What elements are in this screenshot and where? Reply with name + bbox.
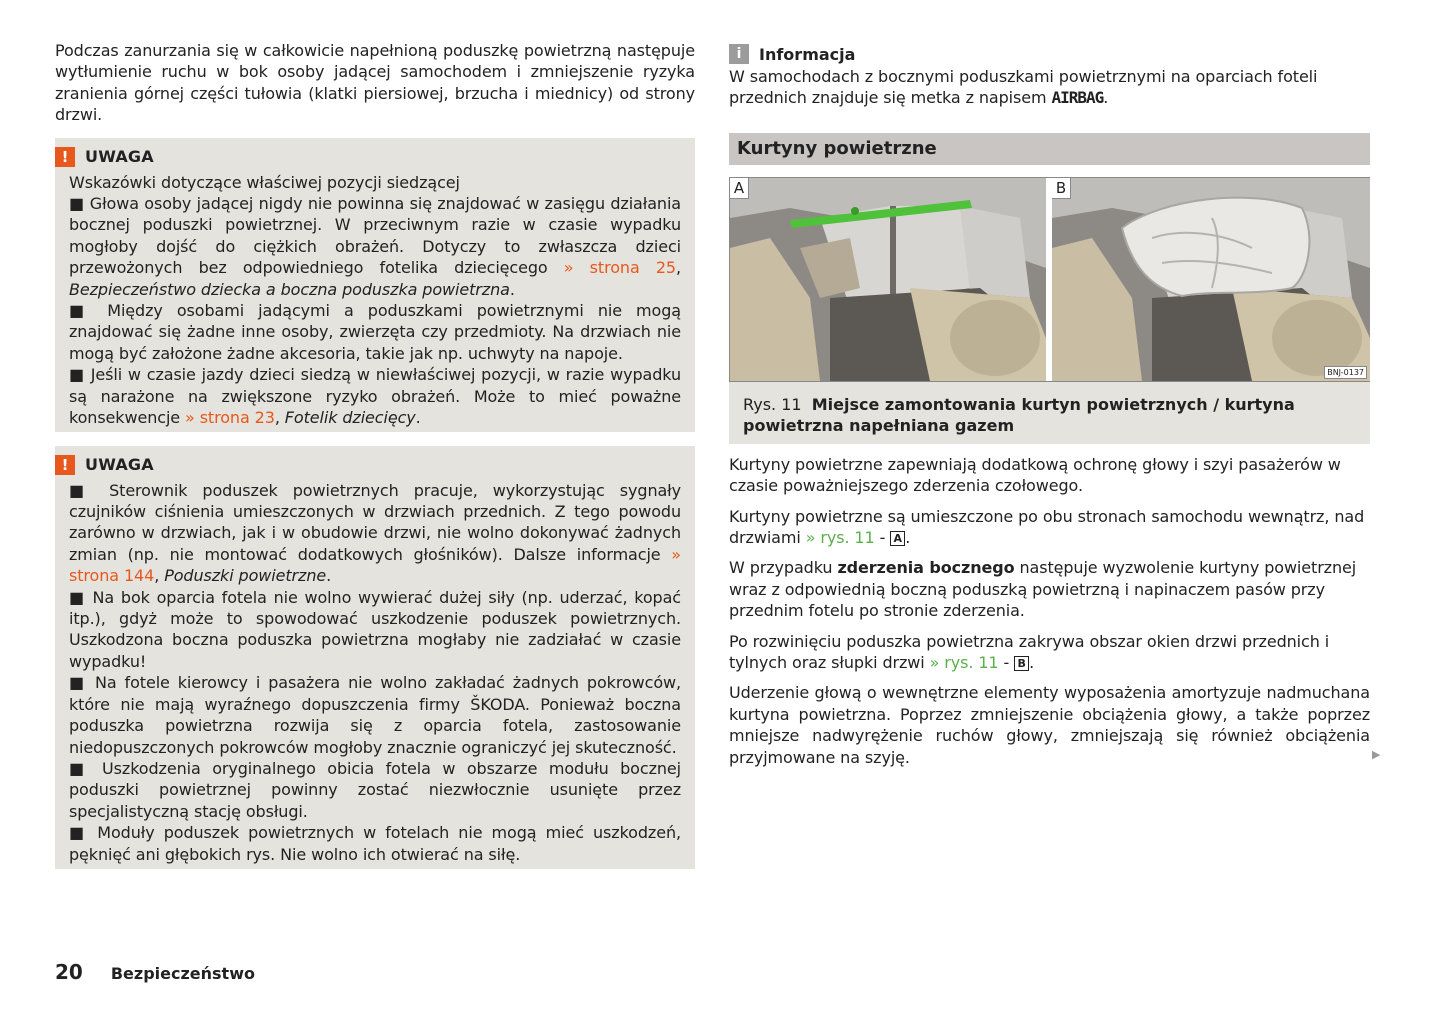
- figure-11: [729, 177, 1370, 382]
- warning-bullet: [69, 364, 681, 428]
- figure-panel-b: [1052, 178, 1370, 381]
- info-text: [729, 66, 1370, 109]
- end-punct: .: [905, 528, 911, 548]
- section-heading: Kurtyny powietrzne: [729, 133, 1370, 165]
- emphasis: zderzenia bocznego: [837, 558, 1015, 578]
- warning-icon: !: [55, 147, 75, 167]
- figure-code: BNJ-0137: [1324, 366, 1367, 379]
- bullet-text: ■ Sterownik poduszek powietrznych pracuje, wykorzystując sygnały czujników ciśnienia umieszczonych w drzwiach przednich. Z tego powodu zarówno w drzwiach, jak i w obudowie drzwi, nie wolno dokonywać żadnych zmian (np. nie montować dodatkowych głośników). Dalsze informacje: [69, 480, 681, 564]
- warning-bullet: ■ Na fotele kierowcy i pasażera nie wolno zakładać żadnych pokrowców, które nie mają wyraźnego dopuszczenia firmy ŠKODA. Ponieważ boczna poduszka powietrzna rozwija się z oparcia fotela, zastosowanie niedopuszczonych pokrowców mogłoby znacznie ograniczyć jej skuteczność.: [69, 673, 681, 757]
- warning-body: [69, 172, 681, 429]
- paragraph-4: [729, 631, 1370, 674]
- figure-panel-a: [730, 178, 1046, 381]
- paragraph-text: W przypadku: [729, 558, 838, 578]
- warning-bullet: ■ Moduły poduszek powietrznych w fotelach nie mogą mieć uszkodzeń, pęknięć ani głębokich rys. Nie wolno ich otwierać na siłę.: [69, 823, 681, 864]
- info-icon: i: [729, 44, 749, 64]
- paragraph-2: [729, 506, 1370, 549]
- paragraph-5: Uderzenie głową o wewnętrzne elementy wyposażenia amortyzuje nadmuchana kurtyna powietrzna. Poprzez zmniejszenie obciążenia głowy, a także poprzez mniejsze nadwyrężenie ruchów głowy, zmniejszają się również obciążenia przyjmowane na szyję.: [729, 683, 1370, 767]
- warning-body: [69, 480, 681, 865]
- intro-paragraph: Podczas zanurzania się w całkowicie napełnioną poduszkę powietrzną następuje wytłumienie ruchu w bok osoby jadącej samochodem i zmniejszenie ryzyka zranienia górnej części tułowia (klatki piersiowej, brzucha i miednicy) od strony drzwi.: [55, 41, 695, 125]
- warning-bullet: [69, 193, 681, 300]
- warning-box-2: [55, 446, 695, 869]
- figure-link[interactable]: » rys. 11: [929, 653, 999, 673]
- panel-label-a: A: [730, 178, 749, 199]
- figure-part-a: A: [890, 531, 905, 546]
- separator: ,: [154, 566, 165, 586]
- paragraph-text: Po rozwinięciu poduszka powietrzna zakrywa obszar okien drzwi przednich i tylnych oraz słupki drzwi: [729, 631, 1330, 673]
- footer-section-title: Bezpieczeństwo: [110, 964, 255, 983]
- figure-link[interactable]: » rys. 11: [805, 528, 875, 548]
- end-punct: .: [509, 279, 515, 299]
- right-column: [729, 42, 1370, 768]
- car-interior-illustration-b: [1052, 178, 1370, 381]
- warning-bullet: [69, 480, 681, 587]
- paragraph-3: [729, 557, 1370, 621]
- reference-title: Poduszki powietrzne: [164, 566, 327, 586]
- caption-prefix: Rys. 11: [743, 394, 802, 414]
- bullet-text: ■ Jeśli w czasie jazdy dzieci siedzą w niewłaściwej pozycji, w razie wypadku są narażone na zwiększone ryzyko obrażeń. Może to mieć poważne konsekwencje: [69, 365, 681, 428]
- warning-bullet: ■ Uszkodzenia oryginalnego obicia fotela w obszarze modułu bocznej poduszki powietrznej powinny zostać niezwłocznie usunięte przez specjalistyczną stację obsługi.: [69, 758, 681, 821]
- bullet-text: ■ Głowa osoby jadącej nigdy nie powinna się znajdować w zasięgu działania bocznej poduszki powietrznej. W przeciwnym razie w czasie wypadku mogłoby dojść do ciężkich obrażeń. Dotyczy to zwłaszcza dzieci przewożonych bez odpowiedniego fotelika dziecięcego: [69, 194, 681, 278]
- warning-box-1: [55, 138, 695, 432]
- reference-title: Fotelik dziecięcy: [284, 408, 416, 428]
- end-punct: .: [1103, 88, 1109, 108]
- paragraph-1: Kurtyny powietrzne zapewniają dodatkową ochronę głowy i szyi pasażerów w czasie poważniejszego zderzenia czołowego.: [729, 454, 1341, 496]
- end-punct: .: [1029, 653, 1035, 673]
- caption-title: Miejsce zamontowania kurtyn powietrznych / kurtyna powietrzna napełniana gazem: [743, 394, 1295, 435]
- warning-header: [55, 454, 681, 476]
- separator: ,: [676, 258, 682, 278]
- info-header: [729, 42, 1370, 66]
- airbag-label: AIRBAG: [1051, 88, 1104, 108]
- warning-lead: Wskazówki dotyczące właściwej pozycji siedzącej: [69, 172, 460, 192]
- page-link[interactable]: » strona 144: [69, 544, 681, 586]
- dash: -: [998, 653, 1015, 673]
- warning-bullet: ■ Między osobami jadącymi a poduszkami powietrznymi nie mogą znajdować się żadne inne osoby, zwierzęta czy przedmioty. Na drzwiach nie mogą być założone żadne akcesoria, takie jak np. uchwyty na napoje.: [69, 301, 681, 363]
- info-title: Informacja: [759, 44, 856, 64]
- paragraph-text: następuje wyzwolenie kurtyny powietrznej wraz z odpowiednią boczną poduszką powietrzną i napinaczem pasów przy przednim fotelu po stronie zderzenia.: [729, 558, 1357, 621]
- panel-label-b: B: [1052, 178, 1071, 199]
- warning-icon: !: [55, 455, 75, 475]
- car-interior-illustration-a: [730, 178, 1046, 381]
- paragraph-text: Kurtyny powietrzne są umieszczone po obu stronach samochodu wewnątrz, nad drzwiami: [729, 506, 1365, 548]
- warning-title: UWAGA: [85, 147, 154, 167]
- info-body: W samochodach z bocznymi poduszkami powietrznymi na oparciach foteli przednich znajduje się metka z napisem: [729, 67, 1318, 108]
- page-link[interactable]: » strona 25: [563, 258, 677, 278]
- warning-header: [55, 146, 681, 168]
- page-link[interactable]: » strona 23: [185, 408, 275, 428]
- figure-caption: [729, 382, 1370, 444]
- reference-title: Bezpieczeństwo dziecka a boczna poduszka powietrzna: [69, 279, 510, 299]
- page-number: 20: [55, 960, 83, 984]
- end-punct: .: [326, 566, 332, 586]
- warning-bullet: ■ Na bok oparcia fotela nie wolno wywierać dużej siły (np. uderzać, kopać itp.), gdyż może to spowodować uszkodzenie poduszek powietrznych. Uszkodzona boczna poduszka powietrzna mogłaby nie zadziałać w czasie wypadku!: [69, 587, 681, 671]
- figure-part-b: B: [1014, 656, 1029, 671]
- left-column: [55, 40, 695, 869]
- page-footer: [55, 960, 255, 984]
- continue-arrow-icon: ▶: [1372, 748, 1381, 761]
- separator: ,: [274, 408, 285, 428]
- warning-title: UWAGA: [85, 455, 154, 475]
- end-punct: .: [415, 408, 421, 428]
- dash: -: [874, 528, 891, 548]
